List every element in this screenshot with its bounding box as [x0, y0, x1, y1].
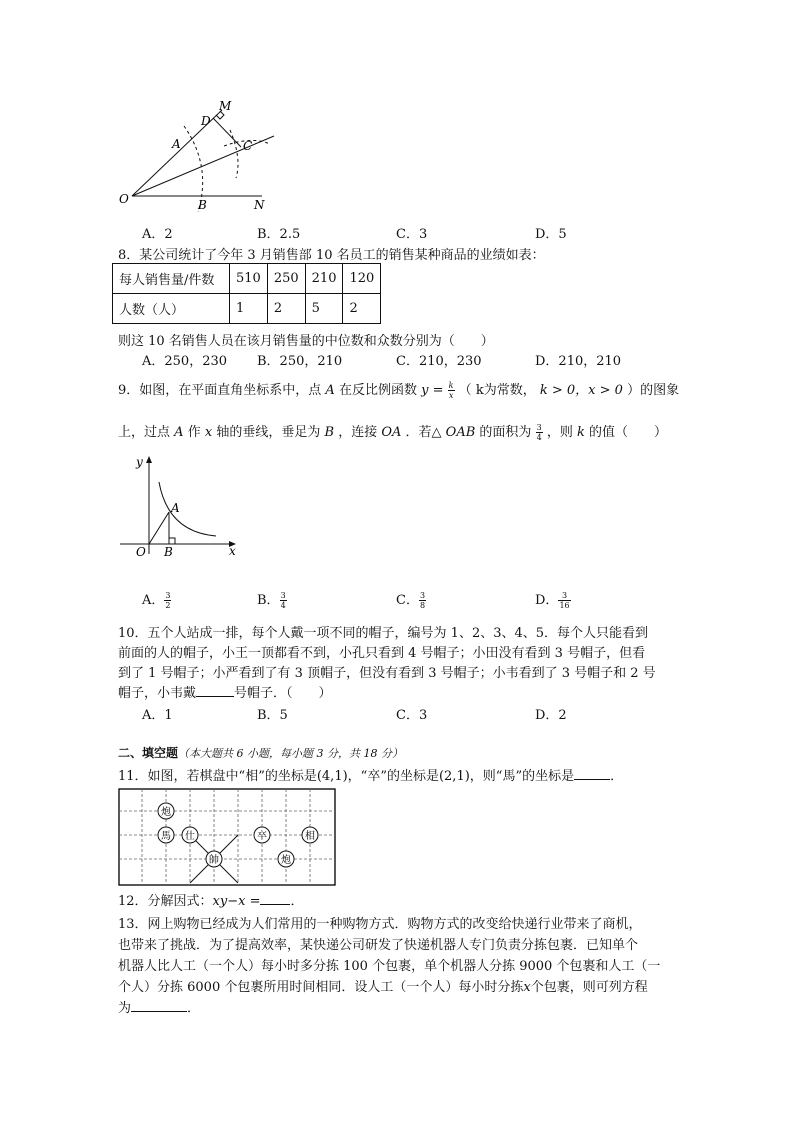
text: 个人）分拣 6000 个包裹所用时间相同．设人工（一个人）每小时分拣	[118, 980, 524, 995]
text: ．	[187, 1001, 201, 1016]
q9-option-a	[142, 589, 171, 610]
text: 为	[118, 1001, 132, 1016]
q9-option-b	[257, 589, 287, 610]
option-letter: C．	[396, 593, 419, 608]
area-fraction	[536, 423, 543, 442]
piece-label: 炮	[161, 807, 171, 818]
q9-line-1	[118, 381, 679, 400]
section-note: （本大题共 6 小题，每小题 3 分，共 18 分）	[178, 747, 403, 760]
q10-line-4	[118, 682, 332, 701]
q7-option-d: D．5	[535, 227, 567, 242]
text: ，则	[546, 425, 573, 440]
label-x: x	[229, 544, 236, 557]
table-cell: 120	[343, 264, 381, 294]
table-cell-header: 人数（人）	[113, 294, 230, 324]
label-a: A	[171, 501, 180, 515]
triangle-oab: OAB	[445, 425, 476, 440]
q13-line-3: 机器人比人工（一个人）每小时多分拣 100 个包裹，单个机器人分拣 9000 个包裹和人工（一	[118, 959, 661, 974]
answer-blank[interactable]	[131, 1011, 187, 1012]
q13-line-4	[118, 976, 648, 995]
denominator: 4	[280, 601, 286, 610]
point-a: A	[325, 383, 335, 398]
piece-label: 馬	[161, 831, 171, 842]
hyperbola-curve	[159, 482, 216, 536]
label-o: O	[119, 192, 129, 206]
segment-oa	[149, 512, 169, 544]
answer-blank[interactable]	[260, 904, 290, 905]
piece-label: 卒	[257, 831, 267, 842]
y-axis-arrow	[146, 456, 152, 463]
numerator: 3	[419, 591, 426, 600]
q10-line-3: 到了 1 号帽子；小严看到了有 3 顶帽子，但没有看到 3 号帽子；小韦看到了 3 号帽子和 2 号	[118, 666, 656, 681]
table-cell: 2	[343, 294, 381, 324]
denominator: 4	[536, 433, 542, 442]
denominator: 2	[165, 601, 171, 610]
q13-line-2: 也带来了挑战．为了提高效率，某快递公司研发了快递机器人专门负责分拣包裹．已知单个	[118, 938, 639, 953]
func-y: y	[421, 383, 429, 398]
table-row	[113, 294, 381, 324]
ray-oc	[132, 136, 274, 196]
denominator: 16	[559, 601, 570, 610]
q9-line-2	[118, 423, 667, 442]
piece-shi	[182, 827, 198, 843]
answer-blank[interactable]	[574, 779, 610, 780]
var-k: k	[576, 425, 585, 440]
text: 上，过点	[118, 425, 171, 440]
piece-label: 帥	[209, 855, 219, 866]
q8-option-a: A．250，230	[142, 354, 228, 369]
q10-option-d: D．2	[535, 708, 567, 723]
text: k为常数，	[475, 383, 536, 398]
denominator: 8	[419, 601, 426, 610]
segment-oa: OA	[381, 425, 402, 440]
table-cell: 1	[230, 294, 268, 324]
text: 号帽子．（ ）	[234, 686, 332, 701]
q11-chessboard	[118, 788, 336, 886]
label-b: B	[164, 545, 173, 557]
section-heading	[118, 744, 403, 761]
piece-xiang	[302, 827, 318, 843]
denominator: x	[448, 391, 454, 400]
label-n: N	[254, 198, 265, 212]
table-cell: 2	[267, 294, 305, 324]
q8-sales-table	[112, 263, 381, 324]
q9-figure	[116, 452, 246, 557]
right-angle-mark	[169, 538, 175, 544]
piece-zu	[254, 827, 270, 843]
text: 个包裹，则可列方程	[530, 980, 648, 995]
text: 9．如图，在平面直角坐标系中，点	[118, 383, 322, 398]
q9-option-c	[396, 589, 426, 610]
piece-pao	[158, 803, 174, 819]
var-x: x	[523, 980, 531, 995]
option-fraction	[419, 591, 426, 610]
numerator: 3	[536, 423, 542, 432]
point-b: B	[324, 425, 335, 440]
text: 的面积为	[479, 425, 532, 440]
q10-line-2: 前面的人的帽子，小王一顶都看不到，小孔只看到 4 号帽子；小田没有看到 3 号帽子，但看	[118, 646, 646, 661]
numerator: 3	[165, 591, 171, 600]
text: 帽子，小韦戴	[118, 686, 197, 701]
coord-zu: (2,1)	[438, 769, 470, 784]
text: 轴的垂线，垂足为	[216, 425, 321, 440]
table-cell: 250	[267, 264, 305, 294]
numerator: 3	[280, 591, 286, 600]
table-cell: 510	[230, 264, 268, 294]
q12-stem	[118, 890, 304, 909]
numerator: k	[448, 381, 454, 390]
piece-label: 相	[305, 831, 315, 842]
q13-line-5	[118, 997, 200, 1016]
text: 的值（ ）	[589, 425, 668, 440]
text: ．	[290, 894, 304, 909]
q10-option-c: C．3	[396, 708, 428, 723]
point-a: A	[174, 425, 184, 440]
text: （	[458, 383, 472, 398]
label-m: M	[219, 99, 232, 113]
text: 11．如图，若棋盘中“相”的坐标是	[118, 769, 317, 784]
q10-option-a: A．1	[142, 708, 173, 723]
piece-ma	[158, 827, 174, 843]
func-eq: =	[432, 383, 444, 398]
option-letter: D．	[535, 593, 559, 608]
q10-option-b: B．5	[257, 708, 288, 723]
text: ．	[610, 769, 624, 784]
label-y: y	[136, 455, 143, 469]
table-row	[113, 264, 381, 294]
q13-line-1: 13．网上购物已经成为人们常用的一种购物方式．购物方式的改变给快递行业带来了商机，	[118, 917, 642, 932]
text: 作	[187, 425, 201, 440]
q8-option-d: D．210，210	[535, 354, 622, 369]
q7-option-c: C．3	[396, 227, 428, 242]
piece-label: 炮	[281, 855, 291, 866]
text: ）的图象	[627, 383, 680, 398]
option-letter: A．	[142, 593, 165, 608]
section-title: 二、填空题	[118, 746, 179, 760]
expression: xy−x =	[212, 894, 261, 909]
q8-option-b: B．250，210	[257, 354, 343, 369]
q8-stem: 8．某公司统计了今年 3 月销售部 10 名员工的销售某种商品的业绩如表：	[118, 248, 545, 263]
label-d: D	[201, 114, 211, 128]
q7-option-a: A．2	[142, 227, 173, 242]
label-c: C	[243, 139, 253, 153]
answer-blank[interactable]	[196, 696, 234, 697]
text: ．若△	[405, 425, 442, 440]
label-o: O	[136, 545, 146, 557]
option-fraction	[280, 591, 287, 610]
axis-x: x	[204, 425, 213, 440]
piece-label: 仕	[185, 831, 195, 842]
label-b: B	[198, 198, 207, 212]
table-cell: 5	[305, 294, 343, 324]
text: ，连接	[338, 425, 378, 440]
table-cell: 210	[305, 264, 343, 294]
func-fraction	[448, 381, 455, 400]
option-letter: B．	[257, 593, 280, 608]
text: 在反比例函数	[338, 383, 417, 398]
text: ，则“馬”的坐标是	[469, 769, 575, 784]
option-fraction	[558, 591, 570, 610]
table-cell-header: 每人销售量/件数	[113, 264, 230, 294]
q8-option-c: C．210，230	[396, 354, 482, 369]
q10-line-1: 10．五个人站成一排，每个人戴一项不同的帽子，编号为 1、2、3、4、5．每个人只能看到	[118, 626, 649, 641]
q11-stem	[118, 765, 623, 784]
text: 12．分解因式：	[118, 894, 213, 909]
condition: k > 0，x > 0	[539, 383, 623, 398]
text: ，“卒”的坐标是	[347, 769, 439, 784]
q7-option-b: B．2.5	[257, 227, 301, 242]
piece-shuai	[206, 851, 222, 867]
option-fraction	[164, 591, 171, 610]
piece-pao	[278, 851, 294, 867]
q9-option-d	[535, 589, 571, 610]
numerator: 3	[558, 591, 570, 601]
q7-figure	[112, 96, 282, 214]
q8-question: 则这 10 名销售人员在该月销售量的中位数和众数分别为（ ）	[118, 334, 494, 349]
label-a: A	[172, 137, 181, 151]
coord-xiang: (4,1)	[316, 769, 348, 784]
